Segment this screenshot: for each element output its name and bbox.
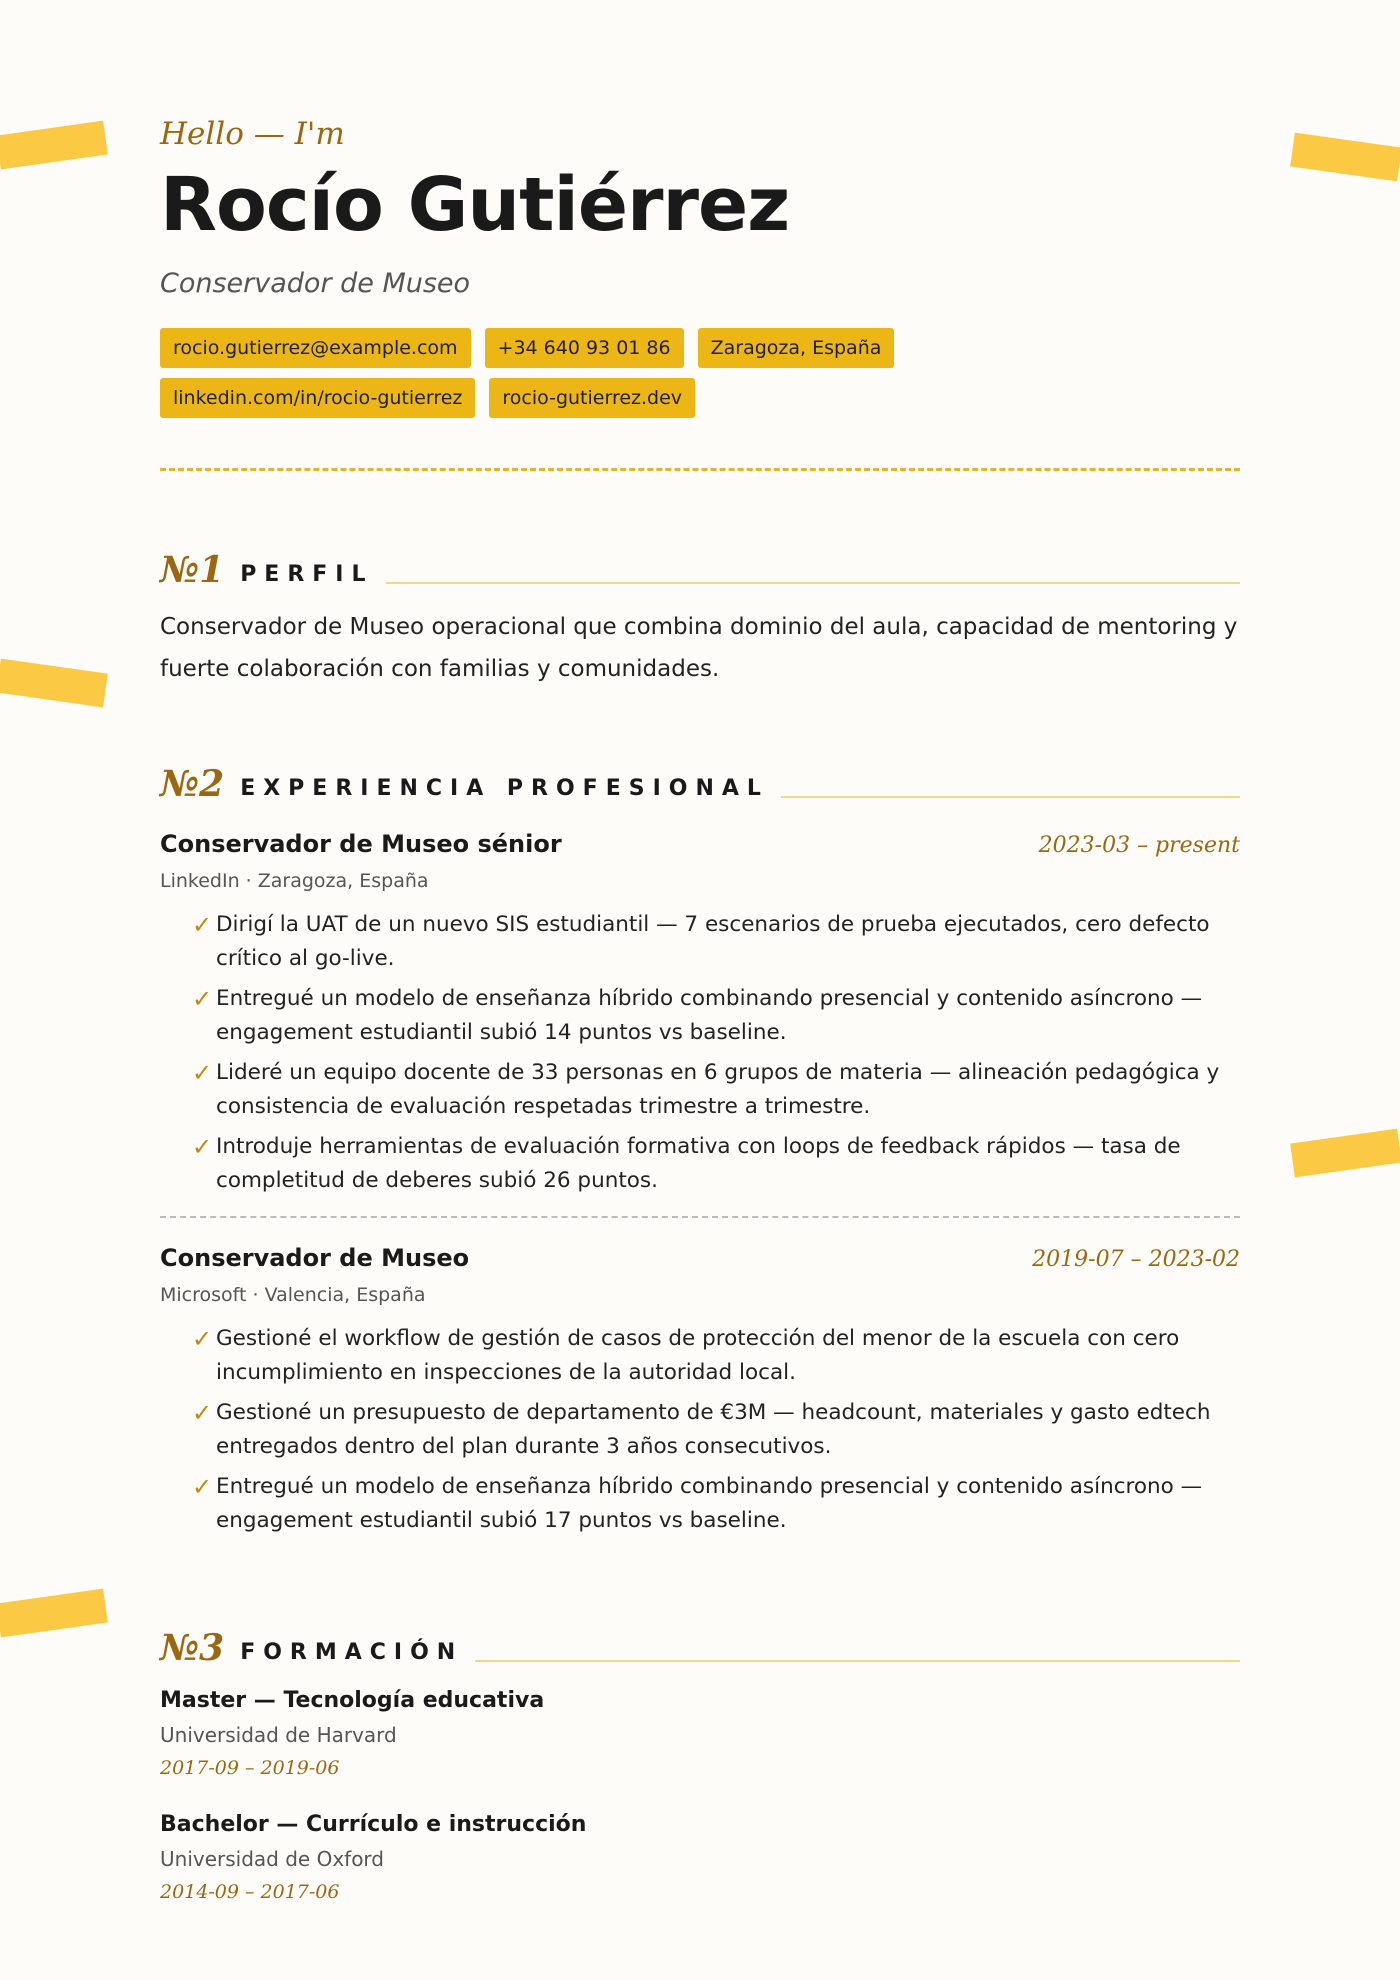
bullet-item: ✓ Introduje herramientas de evaluación formativa con loops de feedback rápidos — tasa de completitud de deberes subió 26 puntos. [216, 1130, 1236, 1198]
check-icon: ✓ [192, 1399, 213, 1427]
resume-page [160, 0, 1240, 1903]
education-dates: 2014-09 – 2017-06 [160, 1881, 340, 1903]
school-name: Universidad de Harvard [160, 1723, 397, 1747]
phone-chip[interactable]: +34 640 93 01 86 [485, 328, 684, 368]
job-entry [160, 830, 1240, 892]
bullet-item: ✓ Gestioné un presupuesto de departamento de €3M — headcount, materiales y gasto edtech entregados dentro del plan durante 3 años consecutivos. [216, 1396, 1236, 1464]
section-title: EXPERIENCIA PROFESIONAL [240, 776, 769, 801]
decorative-stripe [0, 1589, 108, 1638]
school-name: Universidad de Oxford [160, 1847, 384, 1871]
bullet-item: ✓ Lideré un equipo docente de 33 personas en 6 grupos de materia — alineación pedagógica y consistencia de evaluación respetadas trimestre a trimestre. [216, 1056, 1236, 1124]
header-divider [160, 468, 1240, 471]
bullet-item: ✓ Entregué un modelo de enseñanza híbrido combinando presencial y contenido asíncrono — engagement estudiantil subió 17 puntos vs baseline. [216, 1470, 1236, 1538]
check-icon: ✓ [192, 1473, 213, 1501]
job-divider [160, 1216, 1240, 1218]
decorative-stripe [1290, 1129, 1400, 1178]
section-rule [781, 796, 1240, 798]
email-chip[interactable]: rocio.gutierrez@example.com [160, 328, 471, 368]
decorative-stripe [1290, 133, 1400, 182]
check-icon: ✓ [192, 1059, 213, 1087]
degree-title: Master — Tecnología educativa [160, 1688, 545, 1713]
section-number: №1 [160, 549, 225, 591]
section-education-heading [160, 1618, 1240, 1668]
bullet-item: ✓ Gestioné el workflow de gestión de casos de protección del menor de la escuela con cero incumplimiento en inspecciones de la autoridad local. [216, 1322, 1236, 1390]
section-rule [386, 582, 1240, 584]
contact-chips [160, 328, 1240, 428]
job-company-location: LinkedIn · Zaragoza, España [160, 870, 429, 892]
check-icon: ✓ [192, 1133, 213, 1161]
section-rule [475, 1660, 1240, 1662]
candidate-name: Rocío Gutiérrez [160, 162, 790, 248]
education-entry [160, 1688, 1240, 1779]
candidate-role: Conservador de Museo [160, 268, 471, 299]
check-icon: ✓ [192, 1325, 213, 1353]
section-experience-heading [160, 754, 1240, 804]
job-entry [160, 1244, 1240, 1306]
decorative-stripe [0, 659, 108, 708]
job-title: Conservador de Museo sénior [160, 830, 562, 858]
section-title: FORMACIÓN [240, 1640, 464, 1665]
job-company-location: Microsoft · Valencia, España [160, 1284, 426, 1306]
section-title: PERFIL [240, 562, 374, 587]
bullet-item: ✓ Entregué un modelo de enseñanza híbrido combinando presencial y contenido asíncrono — engagement estudiantil subió 14 puntos vs baseline. [216, 982, 1236, 1050]
greeting: Hello — I'm [160, 116, 345, 152]
check-icon: ✓ [192, 985, 213, 1013]
location-chip: Zaragoza, España [698, 328, 895, 368]
job-dates: 2023-03 – present [1038, 833, 1240, 858]
job-dates: 2019-07 – 2023-02 [1032, 1247, 1240, 1272]
check-icon: ✓ [192, 911, 213, 939]
decorative-stripe [0, 121, 108, 170]
section-number: №2 [160, 763, 225, 805]
bullet-item: ✓ Dirigí la UAT de un nuevo SIS estudiantil — 7 escenarios de prueba ejecutados, cero defecto crítico al go-live. [216, 908, 1236, 976]
education-entry [160, 1812, 1240, 1903]
job-title: Conservador de Museo [160, 1244, 470, 1272]
education-dates: 2017-09 – 2019-06 [160, 1757, 340, 1779]
website-chip[interactable]: rocio-gutierrez.dev [489, 378, 695, 418]
profile-text: Conservador de Museo operacional que combina dominio del aula, capacidad de mentoring y fuerte colaboración con familias y comunidades. [160, 614, 1238, 682]
linkedin-chip[interactable]: linkedin.com/in/rocio-gutierrez [160, 378, 475, 418]
section-number: №3 [160, 1627, 225, 1669]
section-profile-heading [160, 540, 1240, 590]
degree-title: Bachelor — Currículo e instrucción [160, 1812, 587, 1837]
